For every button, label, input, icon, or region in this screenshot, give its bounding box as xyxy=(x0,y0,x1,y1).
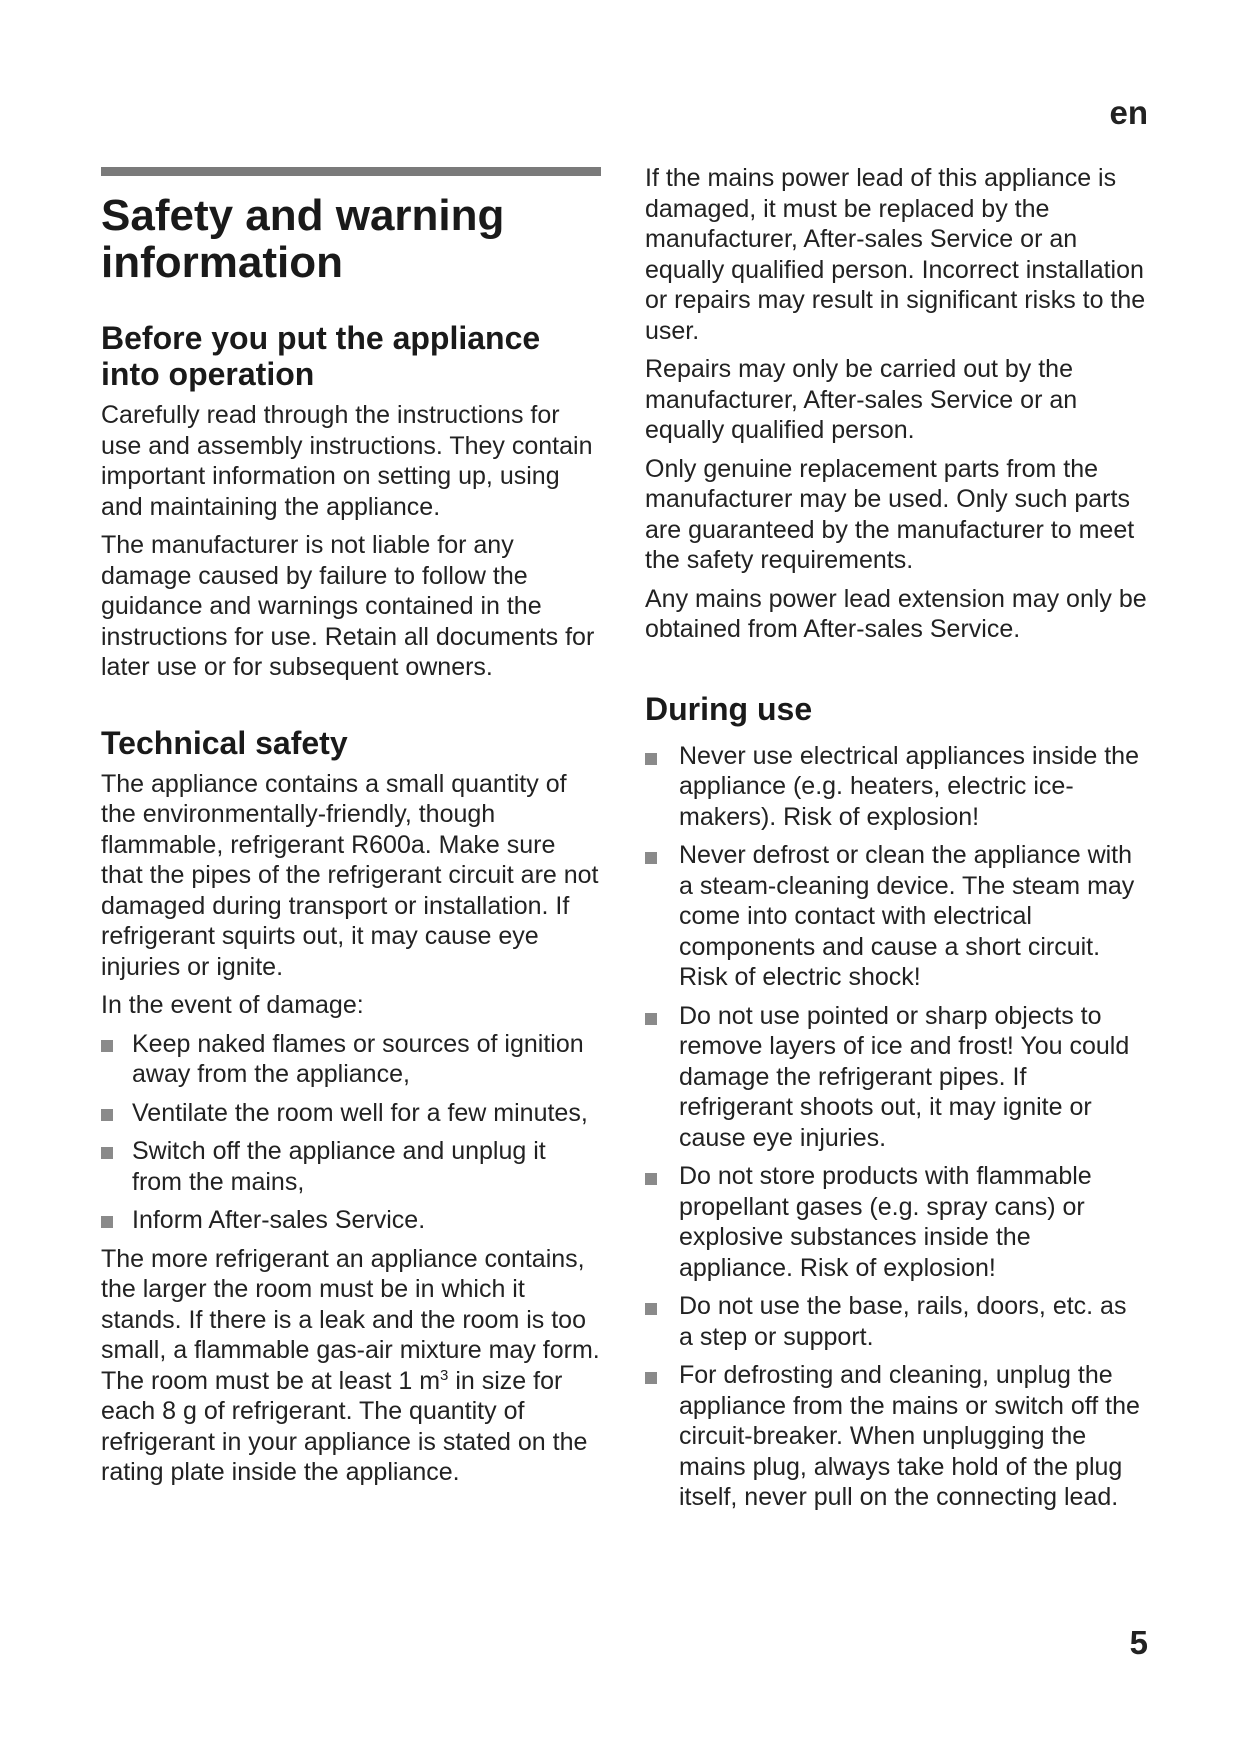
paragraph: Carefully read through the instructions for use and assembly instructions. They contain important information on setting up, using and maintaining the appliance. xyxy=(101,401,593,521)
during-use-list xyxy=(645,741,1147,1513)
square-bullet-icon xyxy=(645,753,657,765)
section-heading-before-operation: Before you put the appliance into operation xyxy=(101,320,541,392)
title-rule xyxy=(101,167,601,176)
section-heading-technical-safety: Technical safety xyxy=(101,724,348,761)
square-bullet-icon xyxy=(101,1040,113,1052)
paragraph: Repairs may only be carried out by the manufacturer, After-sales Service or an equally qualified person. xyxy=(645,355,1078,444)
list-item: Keep naked flames or sources of ignition away from the appliance, xyxy=(101,1029,601,1090)
list-item: Ventilate the room well for a few minutes, xyxy=(101,1098,601,1129)
list-item: Never defrost or clean the appliance with a steam-cleaning device. The steam may come into contact with electrical components and cause a short circuit. Risk of electric shock! xyxy=(645,840,1147,993)
list-item: Never use electrical appliances inside the appliance (e.g. heaters, electric ice-makers). Risk of explosion! xyxy=(645,741,1147,833)
language-code: en xyxy=(1109,94,1148,131)
list-item: Switch off the appliance and unplug it from the mains, xyxy=(101,1136,601,1197)
paragraph: Only genuine replacement parts from the manufacturer may be used. Only such parts are guaranteed by the manufacturer to meet the safety requirements. xyxy=(645,454,1135,574)
list-item: Do not store products with flammable propellant gases (e.g. spray cans) or explosive substances inside the appliance. Risk of explosion! xyxy=(645,1161,1147,1283)
paragraph: If the mains power lead of this appliance is damaged, it must be replaced by the manufacturer, After-sales Service or an equally qualified person. Incorrect installation or repairs may result in significant risks to the user. xyxy=(645,164,1146,345)
right-column xyxy=(645,163,1147,1521)
paragraph: Any mains power lead extension may only be obtained from After-sales Service. xyxy=(645,584,1147,643)
square-bullet-icon xyxy=(645,1173,657,1185)
list-item: For defrosting and cleaning, unplug the appliance from the mains or switch off the circuit-breaker. When unplugging the mains plug, always take hold of the plug itself, never pull on the connecting lead. xyxy=(645,1360,1147,1513)
page-number: 5 xyxy=(1129,1624,1148,1661)
paragraph: The appliance contains a small quantity of the environmentally-friendly, though flammable, refrigerant R600a. Make sure that the pipes of the refrigerant circuit are not damaged during transport or installation. If refrigerant squirts out, it may cause eye injuries or ignite. xyxy=(101,769,599,981)
damage-steps-list xyxy=(101,1029,601,1236)
section-heading-during-use: During use xyxy=(645,690,813,727)
square-bullet-icon xyxy=(645,852,657,864)
paragraph: The manufacturer is not liable for any damage caused by failure to follow the guidance and warnings contained in the instructions for use. Retain all documents for later use or for subsequent owners. xyxy=(101,531,595,681)
list-item: Inform After-sales Service. xyxy=(101,1205,601,1236)
square-bullet-icon xyxy=(101,1216,113,1228)
square-bullet-icon xyxy=(645,1372,657,1384)
square-bullet-icon xyxy=(101,1109,113,1121)
list-item: Do not use pointed or sharp objects to remove layers of ice and frost! You could damage the refrigerant pipes. If refrigerant shoots out, it may ignite or cause eye injuries. xyxy=(645,1001,1147,1154)
square-bullet-icon xyxy=(645,1013,657,1025)
square-bullet-icon xyxy=(101,1147,113,1159)
paragraph: In the event of damage: xyxy=(101,991,364,1019)
list-item: Do not use the base, rails, doors, etc. as a step or support. xyxy=(645,1291,1147,1352)
left-column xyxy=(101,167,601,1488)
square-bullet-icon xyxy=(645,1303,657,1315)
page-title: Safety and warning information xyxy=(101,191,505,287)
paragraph: The more refrigerant an appliance contains, the larger the room must be in which it stands. If there is a leak and the room is too small, a flammable gas-air mixture may form. The room must be at least 1 $m^3$ in size for each 8 g of refrigerant. The quantity of refrigerant in your appliance is stated on the rating plate inside the appliance. xyxy=(101,1244,600,1486)
